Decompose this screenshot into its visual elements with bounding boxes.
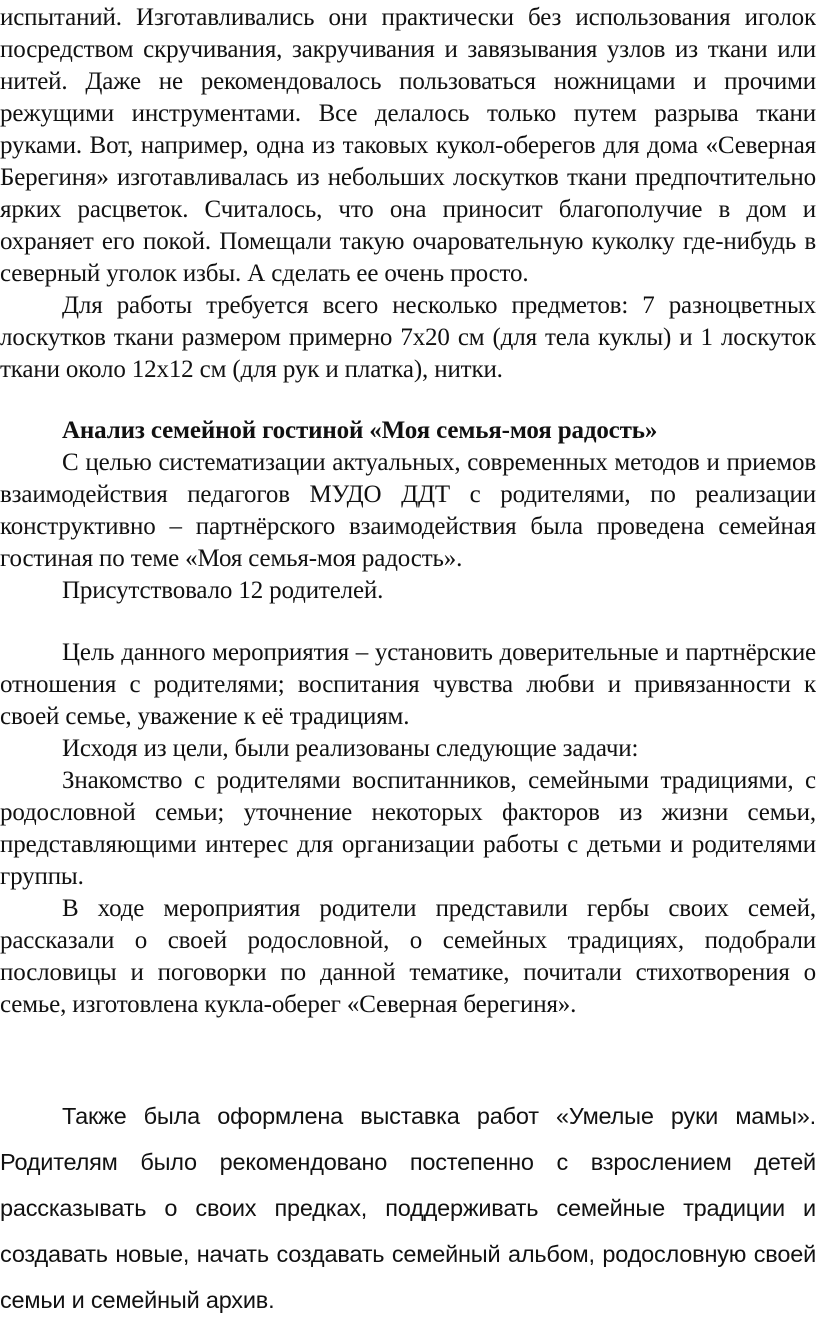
paragraph-attendance: Присутствовало 12 родителей. (62, 577, 384, 604)
paragraph-tasks-intro: Исходя из цели, были реализованы следующие задачи: (62, 735, 639, 762)
paragraph-tasks: Знакомство с родителями воспитанников, семейными традициями, с родословной семьи; уточнение некоторых факторов из жизни семьи, представляющими интерес для организации работы с детьми и родителями группы. (0, 767, 816, 890)
spacer (0, 386, 816, 415)
paragraph-craft-description: испытаний. Изготавливались они практически без использования иголок посредством скручивания, закручивания и завязывания узлов из ткани или нитей. Даже не рекомендовалось пользоваться ножницами и прочими режущими инструментами. Все делалось только путем разрыва ткани руками. Вот, например, одна из таковых кукол-оберегов для дома «Северная Берегиня» изготавливалась из небольших лоскутков ткани предпочтительно ярких расцветок. Считалось, что она приносит благополучие в дом и охраняет его покой. Помещали такую очаровательную куколку где-нибудь в северный уголок избы. А сделать ее очень просто. (0, 4, 816, 287)
document-body (0, 2, 816, 1021)
document-closing (0, 1093, 816, 1323)
paragraph-purpose: С целью систематизации актуальных, современных методов и приемов взаимодействия педагогов МУДО ДДТ с родителями, по реализации конструктивно – партнёрского взаимодействия была проведена семейная гостиная по теме «Моя семья-моя радость». (0, 449, 816, 572)
paragraph-materials: Для работы требуется всего несколько предметов: 7 разноцветных лоскутков ткани размером примерно 7х20 см (для тела куклы) и 1 лоскуток ткани около 12х12 см (для рук и платка), нитки. (0, 292, 816, 383)
paragraph-event-summary: В ходе мероприятия родители представили гербы своих семей, рассказали о своей родословной, о семейных традициях, подобрали пословицы и поговорки по данной тематике, почитали стихотворения о семье, изготовлена кукла-оберег «Северная берегиня». (0, 895, 816, 1018)
paragraph-goal: Цель данного мероприятия – установить доверительные и партнёрские отношения с родителями; воспитания чувства любви и привязанности к своей семье, уважение к её традициям. (0, 639, 816, 730)
paragraph-recommendations: Также была оформлена выставка работ «Умелые руки мамы». Родителям было рекомендовано постепенно с взрослением детей рассказывать о своих предках, поддерживать семейные традиции и создавать новые, начать создавать семейный альбом, родословную своей семьи и семейный архив. (0, 1103, 816, 1313)
spacer (0, 607, 816, 637)
section-heading: Анализ семейной гостиной «Моя семья-моя радость» (62, 417, 658, 444)
